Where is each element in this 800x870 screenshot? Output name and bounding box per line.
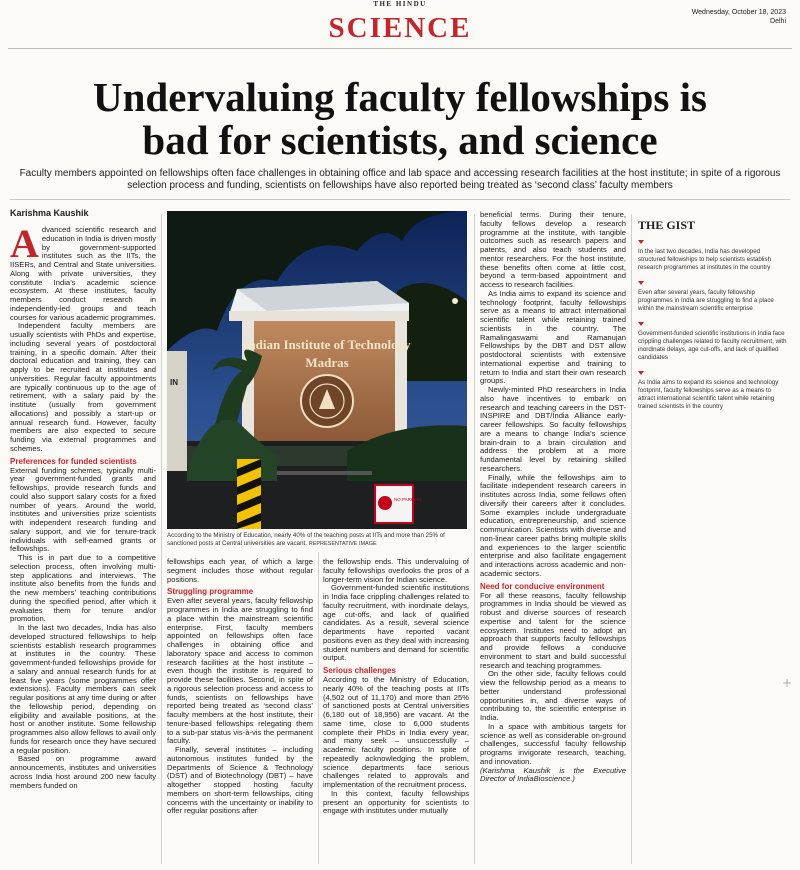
no-parking-text: NO PARKING — [394, 497, 422, 502]
triangle-bullet-icon — [638, 240, 644, 244]
subheading: Need for conducive environment — [480, 581, 605, 591]
article-photo — [167, 211, 467, 529]
gist-title: THE GIST — [638, 218, 696, 232]
paragraph: On the other side, faculty fellows could view the fellowship period as a means to better understand professional opportunities in, and diverse ways of contributing to, the scientific enterprise in India. — [480, 669, 626, 722]
column-divider — [474, 214, 475, 864]
paragraph: beneficial terms. During their tenure, faculty fellows develop a research programme at the institute, with tangible outcomes such as research papers and patents, and also teach students and mentor researchers. For the host institute, these benefits often come at little cost, beyond a term-based appointment and access to research facilities. — [480, 211, 626, 289]
paragraph: According to the Ministry of Education, nearly 40% of the teaching posts at IITs (4,502 out of 11,170) and more than 25% of sanctioned posts at Central universities (6,180 out of 18,956) are vacant. At the same time, close to 6,000 students complete their PhDs in India every year, and many seek – unsuccessfully – academic faculty positions. In spite of repeatedly acknowledging the problem, science departments face serious challenges related to approvals and implementation of the recruitment process. — [323, 675, 469, 789]
paragraph: fellowships each year, of which a large segment includes those without regular positions. — [167, 558, 313, 584]
gist-item-text: Government-funded scientific institutions in India face crippling challenges related to faculty recruitment, with inordinate delays, age cut-offs, and lack of qualified candidates — [638, 330, 787, 361]
paragraph: In the last two decades, India has also developed structured fellowships to help scientists establish research programmes at institutes in the country. These government-funded fellowships provide for a salary and annual research funds for at least five years (some programmes offer extensions). Faculty members can seek regular positions at any time during or after the fellowship period, depending on eligibility and available positions, at the host or another institute. Some fellowship programmes also allow fellows to avail only funds for research once they have secured a regular position. — [10, 623, 156, 755]
paragraph: the fellowship ends. This undervaluing of faculty fellowships overlooks the pros of a longer-term vision for Indian science. — [323, 558, 469, 584]
photo-caption: According to the Ministry of Education, nearly 40% of the teaching posts at IITs and more than 25% of sanctioned posts at Central universities are vacant. REPRESENTATIVE IMAGE — [167, 532, 445, 547]
gist-item — [638, 322, 788, 362]
top-rule — [8, 48, 792, 49]
paragraph: Government-funded scientific institutions in India face crippling challenges related to faculty recruitment, with inordinate delays, age cut-offs, and lack of qualified candidates. As a result, several science departments have reported vacant positions even as they deal with increasing student numbers and demand for scientific output. — [323, 583, 469, 663]
paragraph: Finally, while the fellowships aim to facilitate independent research careers in institutes across India, some fellows often diversify their careers after it concludes. Some examples include undergraduate education, entrepreneurship, and science communication. Scientists with diverse and non-linear career paths bring multiple skills and experiences to the larger scientific enterprise and also facilitate engagement and interactions across academic and non-academic sectors. — [480, 472, 626, 578]
article-column-1 — [10, 226, 156, 862]
subheading: Serious challenges — [323, 666, 396, 675]
triangle-bullet-icon — [638, 281, 644, 285]
paragraph: Advanced scientific research and education in India is driven mostly by government-supported institutes such as the IITs, the IISERs, and Central and State universities. Along with private universities, they constitute India’s academic science ecosystem. At these institutes, faculty members conduct research in independently-led groups and teach courses for various academic programmes. — [10, 226, 156, 322]
drop-cap: A — [10, 226, 39, 266]
column-divider — [631, 214, 632, 864]
photo-credit: REPRESENTATIVE IMAGE — [308, 541, 377, 547]
city-text: Delhi — [770, 18, 786, 25]
gist-list — [638, 240, 788, 420]
gist-item-text: As India aims to expand its science and technology footprint, faculty fellowships serve as a means to attract international scientific talent while retaining trained scientists in the country — [638, 379, 779, 410]
dateline — [692, 8, 786, 26]
subheading: Preferences for funded scientists — [10, 456, 137, 466]
sign-text-line-1: Indian Institute of Technology — [243, 337, 411, 352]
gist-item — [638, 240, 788, 272]
paragraph: In a space with ambitious targets for science as well as considerable on-ground challenges, successful faculty fellowship programs invigorate research, teaching, and innovation. — [480, 721, 626, 766]
paragraph: As India aims to expand its science and technology footprint, faculty fellowships serve as a means to attract international scientific talent while retaining trained scientists in the country. The Ramalingaswami and Ramanujan Fellowships by the DBT and DST allow postdoctoral scientists with extensive international expertise and training to return to India and start their own research groups. — [480, 288, 626, 386]
column-divider — [161, 214, 162, 864]
article-column-2 — [167, 558, 313, 863]
headline-line-1: Undervaluing faculty fellowships is — [93, 74, 707, 120]
gist-item-text: In the last two decades, India has developed structured fellowships to help scientists establish research programmes at institutes in the country — [638, 248, 772, 271]
iit-madras-gate-image — [167, 211, 467, 529]
author-signoff: (Karishma Kaushik is the Executive Director of IndiaBioscience.) — [480, 765, 626, 784]
paragraph: Newly-minted PhD researchers in India also have incentives to embark on research and teaching careers in the DST-INSPIRE and DBT/India Alliance early-career fellowships. So faculty fellowships are a means to change India’s science brain-drain to a brain circulation and address the problem at a more fundamental level by retaining skilled researchers. — [480, 385, 626, 473]
plus-icon: + — [781, 676, 792, 690]
standfirst: Faculty members appointed on fellowships often face challenges in obtaining office and lab space and accessing research facilities at the host institute; in spite of a rigorous selection process and funding, scientists on fellowships have also reported being treated as ‘second class’ faculty members — [19, 168, 781, 191]
triangle-bullet-icon — [638, 371, 644, 375]
headline — [0, 76, 800, 162]
paragraph: Even after several years, faculty fellowship programmes in India are struggling to find a place within the mainstream scientific enterprise. First, faculty members appointed on fellowships often face challenges in obtaining office and laboratory space and access to common research facilities at the host institute – even though the institute is required to provide these facilities. Second, in spite of a rigorous selection process and access to funds, scientists on fellowships have reported being treated as ‘second class’ faculty members at the host institute, their tenure-based fellowships relegating them to a sub-par status vis-à-vis the permanent faculty. — [167, 596, 313, 746]
subheading: Struggling programme — [167, 587, 254, 597]
gist-item — [638, 281, 788, 313]
deck-rule — [10, 199, 790, 200]
gist-item — [638, 371, 788, 411]
date-text: Wednesday, October 18, 2023 — [691, 9, 786, 16]
article-column-4 — [480, 211, 626, 863]
paragraph: Independent faculty members are usually scientists with PhDs and expertise, including several years of postdoctoral training, in a specific domain. After their doctoral education and training, they can apply to be recruited at institutes and universities. Regular faculty appointments are typically continuous up to the age of retirement, with a salary paid by the institute (usually from government allocations) and possibly a start-up or annual research fund. However, faculty members are also expected to secure funding via external programmes and schemes. — [10, 321, 156, 453]
paragraph: In this context, faculty fellowships present an opportunity for scientists to engage with institutes under mutually — [323, 788, 469, 816]
sign-text-line-2: Madras — [305, 355, 349, 370]
paragraph: Based on programme award announcements, institutes and universities across India host around 200 new faculty members funded on — [10, 754, 156, 790]
gist-item-text: Even after several years, faculty fellowship programmes in India are struggling to find a place within the mainstream scientific enterprise — [638, 289, 774, 312]
section-title: SCIENCE — [328, 12, 472, 44]
triangle-bullet-icon — [638, 322, 644, 326]
paragraph: External funding schemes, typically multi-year government-funded grants and fellowships, provide research funds and could also support salary costs for a fixed number of years. Around the world, institutes and universities prize scientists with independent research funding and salary support, and vie for tenure-track individuals with self-earned grants or fellowships. — [10, 465, 156, 554]
byline: Karishma Kaushik — [10, 208, 89, 218]
column-divider — [318, 552, 319, 864]
paragraph: This is in part due to a competitive selection process, often involving multi-step applications and interviews. The institute also benefits from the funds and the new members’ teaching contributions during the specified period, after which it evaluates them for tenure and/or promotion. — [10, 553, 156, 624]
article-column-3 — [323, 558, 469, 863]
headline-line-2: bad for scientists, and science — [142, 117, 658, 163]
paragraph: Finally, several institutes – including autonomous institutes funded by the Departments of Science & Technology (DST) and of Biotechnology (DBT) – have altogether stopped hosting faculty members on short-term fellowships, citing concerns with the uncertainty or inability to offer regular positions after — [167, 745, 313, 816]
paragraph: For all these reasons, faculty fellowship programmes in India should be viewed as robust and diverse sources of research expertise and talent for the science ecosystem. Institutes need to adopt an approach that supports faculty fellowships and provide fellows a conducive environment to start and build successful research and teaching programmes. — [480, 590, 626, 670]
sign-corner-text: IN — [170, 378, 178, 387]
publication-name: THE HINDU — [373, 0, 427, 8]
